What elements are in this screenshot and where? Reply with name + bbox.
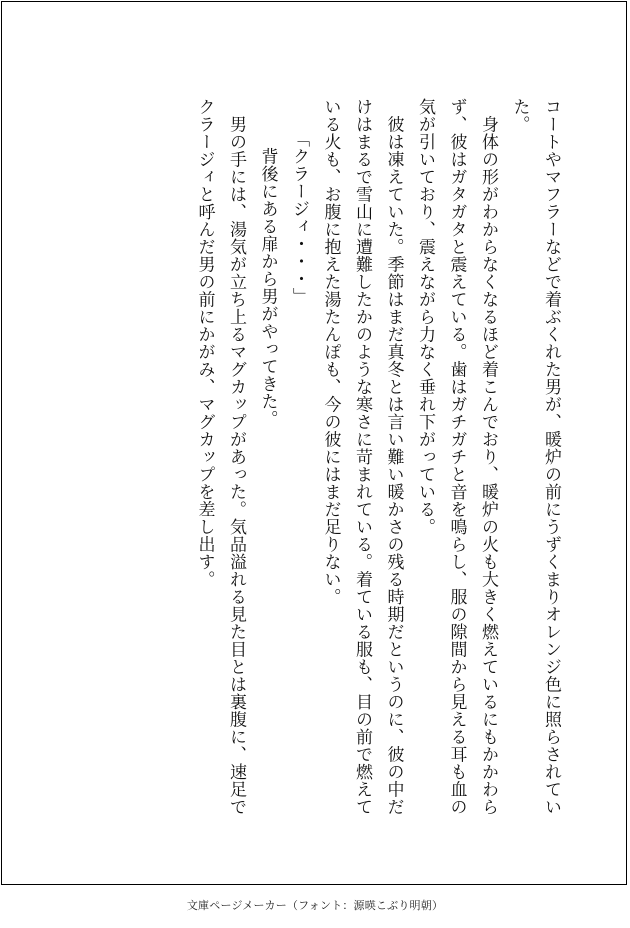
- dialogue-line: 「クラージィ・・・」: [289, 129, 309, 305]
- page-frame: [1, 1, 627, 885]
- paragraph-2: 身体の形がわからなくなるほど着こんでおり、暖炉の火も大きく燃えているにもかかわらず、彼はガタガタと震えている。歯はガチガチと音を鳴らし、服の隙間から見える耳も血の気が引いており、震えながら力なく垂れ下がっている。: [415, 98, 498, 816]
- paragraph-1: コートやマフラーなどで着ぶくれた男が、暖炉の前にうずくまりオレンジ色に照らされていた。: [509, 98, 561, 816]
- footer-caption: 文庫ページメーカー（フォント：源暎こぶり明朝）: [186, 899, 444, 912]
- paragraph-6: 男の手には、湯気が立ち上るマグカップがあった。気品溢れる見た目とは裏腹に、速足でクラージィと呼んだ男の前にかがみ、マグカップを差し出す。: [194, 98, 246, 816]
- paragraph-3: 彼は凍えていた。季節はまだ真冬とは言い難い暖かさの残る時期だというのに、彼の中だけはまるで雪山に遭難したかのような寒さに苛まれている。着ている服も、目の前で燃えている火も、お腹に抱えた湯たんぽも、今の彼にはまだ足りない。: [320, 98, 404, 816]
- novel-text: [188, 98, 566, 828]
- paragraph-5: 背後にある扉から男がやってきた。: [257, 129, 278, 427]
